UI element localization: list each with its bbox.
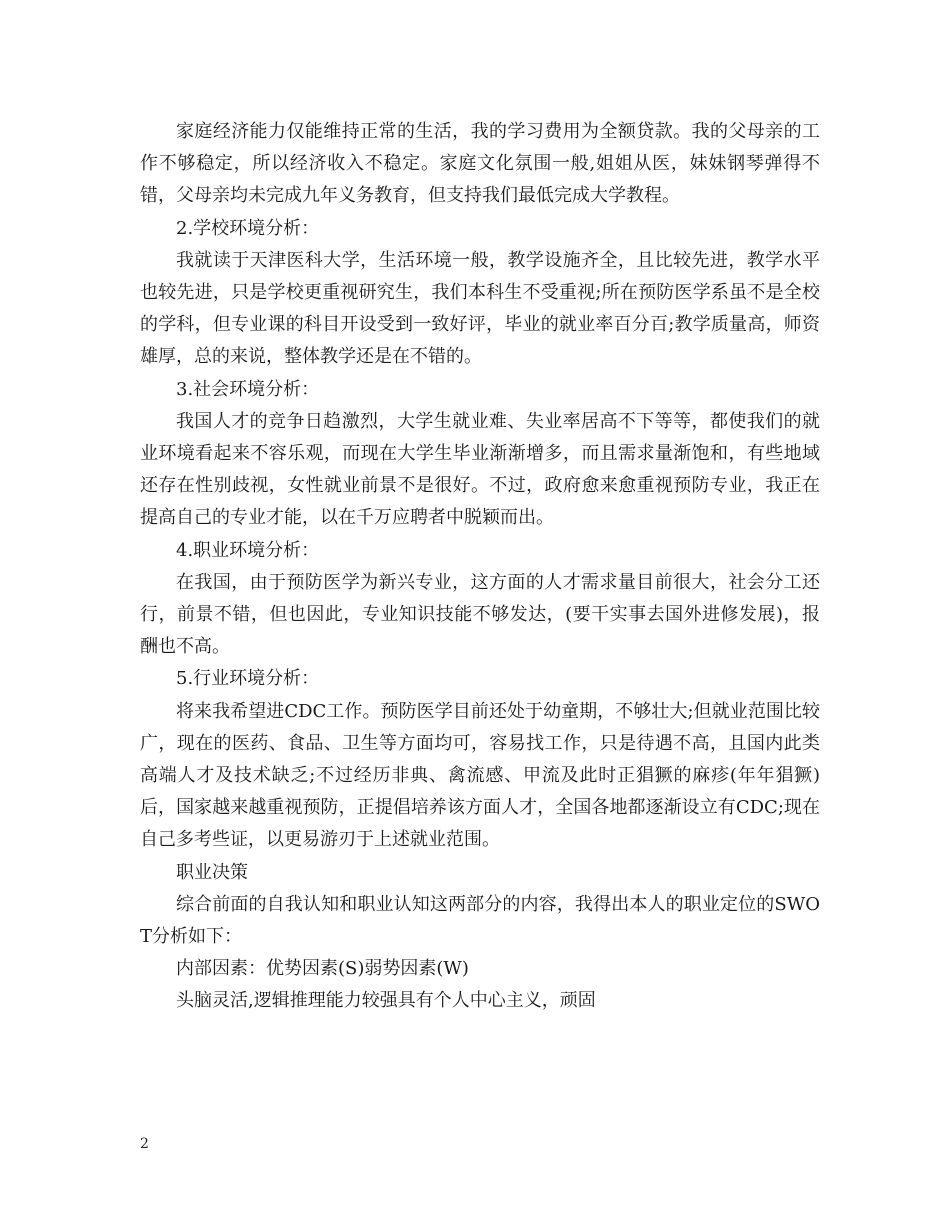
paragraph-industry-environment: 将来我希望进CDC工作。预防医学目前还处于幼童期，不够壮大;但就业范围比较广，现在的医药、食品、卫生等方面均可，容易找工作，只是待遇不高，且国内此类高端人才及技术缺乏;不过经历非典、禽流感、甲流及此时正猖獗的麻疹(年年猖獗)后，国家越来越重视预防，正提倡培养该方面人才，全国各地都逐渐设立有CDC;现在自己多考些证，以更易游刃于上述就业范围。 (140, 700, 820, 851)
paragraph-swot-intro: 综合前面的自我认知和职业认知这两部分的内容，我得出本人的职业定位的SWOT分析如下： (140, 893, 820, 948)
line-internal-factors: 内部因素：优势因素(S)弱势因素(W) (176, 958, 469, 980)
heading-career-decision: 职业决策 (176, 861, 248, 883)
heading-industry-environment: 5.行业环境分析： (176, 668, 320, 690)
paragraph-social-environment: 我国人才的竞争日趋激烈，大学生就业难、失业率居高不下等等，都使我们的就业环境看起来不容乐观，而现在大学生毕业渐渐增多，而且需求量渐饱和，有些地域还存在性别歧视，女性就业前景不是很好。不过，政府愈来愈重视预防专业，我正在提高自己的专业才能，以在千万应聘者中脱颖而出。 (140, 410, 820, 529)
paragraph-career-environment: 在我国，由于预防医学为新兴专业，这方面的人才需求量目前很大，社会分工还行，前景不错，但也因此，专业知识技能不够发达，(要干实事去国外进修发展)，报酬也不高。 (140, 571, 820, 658)
paragraph-school-environment: 我就读于天津医科大学，生活环境一般，教学设施齐全，且比较先进，教学水平也较先进，只是学校更重视研究生，我们本科生不受重视;所在预防医学系虽不是全校的学科，但专业课的科目开设受到一致好评，毕业的就业率百分百;教学质量高，师资雄厚，总的来说，整体教学还是在不错的。 (140, 249, 820, 368)
paragraph-family-economy: 家庭经济能力仅能维持正常的生活，我的学习费用为全额贷款。我的父母亲的工作不够稳定，所以经济收入不稳定。家庭文化氛围一般,姐姐从医，妹妹钢琴弹得不错，父母亲均未完成九年义务教育，但支持我们最低完成大学教程。 (140, 121, 820, 207)
line-strengths-weaknesses: 头脑灵活,逻辑推理能力较强具有个人中心主义，顽固 (176, 990, 596, 1012)
page-number: 2 (140, 1136, 149, 1152)
heading-social-environment: 3.社会环境分析： (176, 378, 320, 400)
heading-career-environment: 4.职业环境分析： (176, 539, 320, 561)
heading-school-environment: 2.学校环境分析： (176, 217, 320, 239)
document-body (140, 116, 820, 1018)
